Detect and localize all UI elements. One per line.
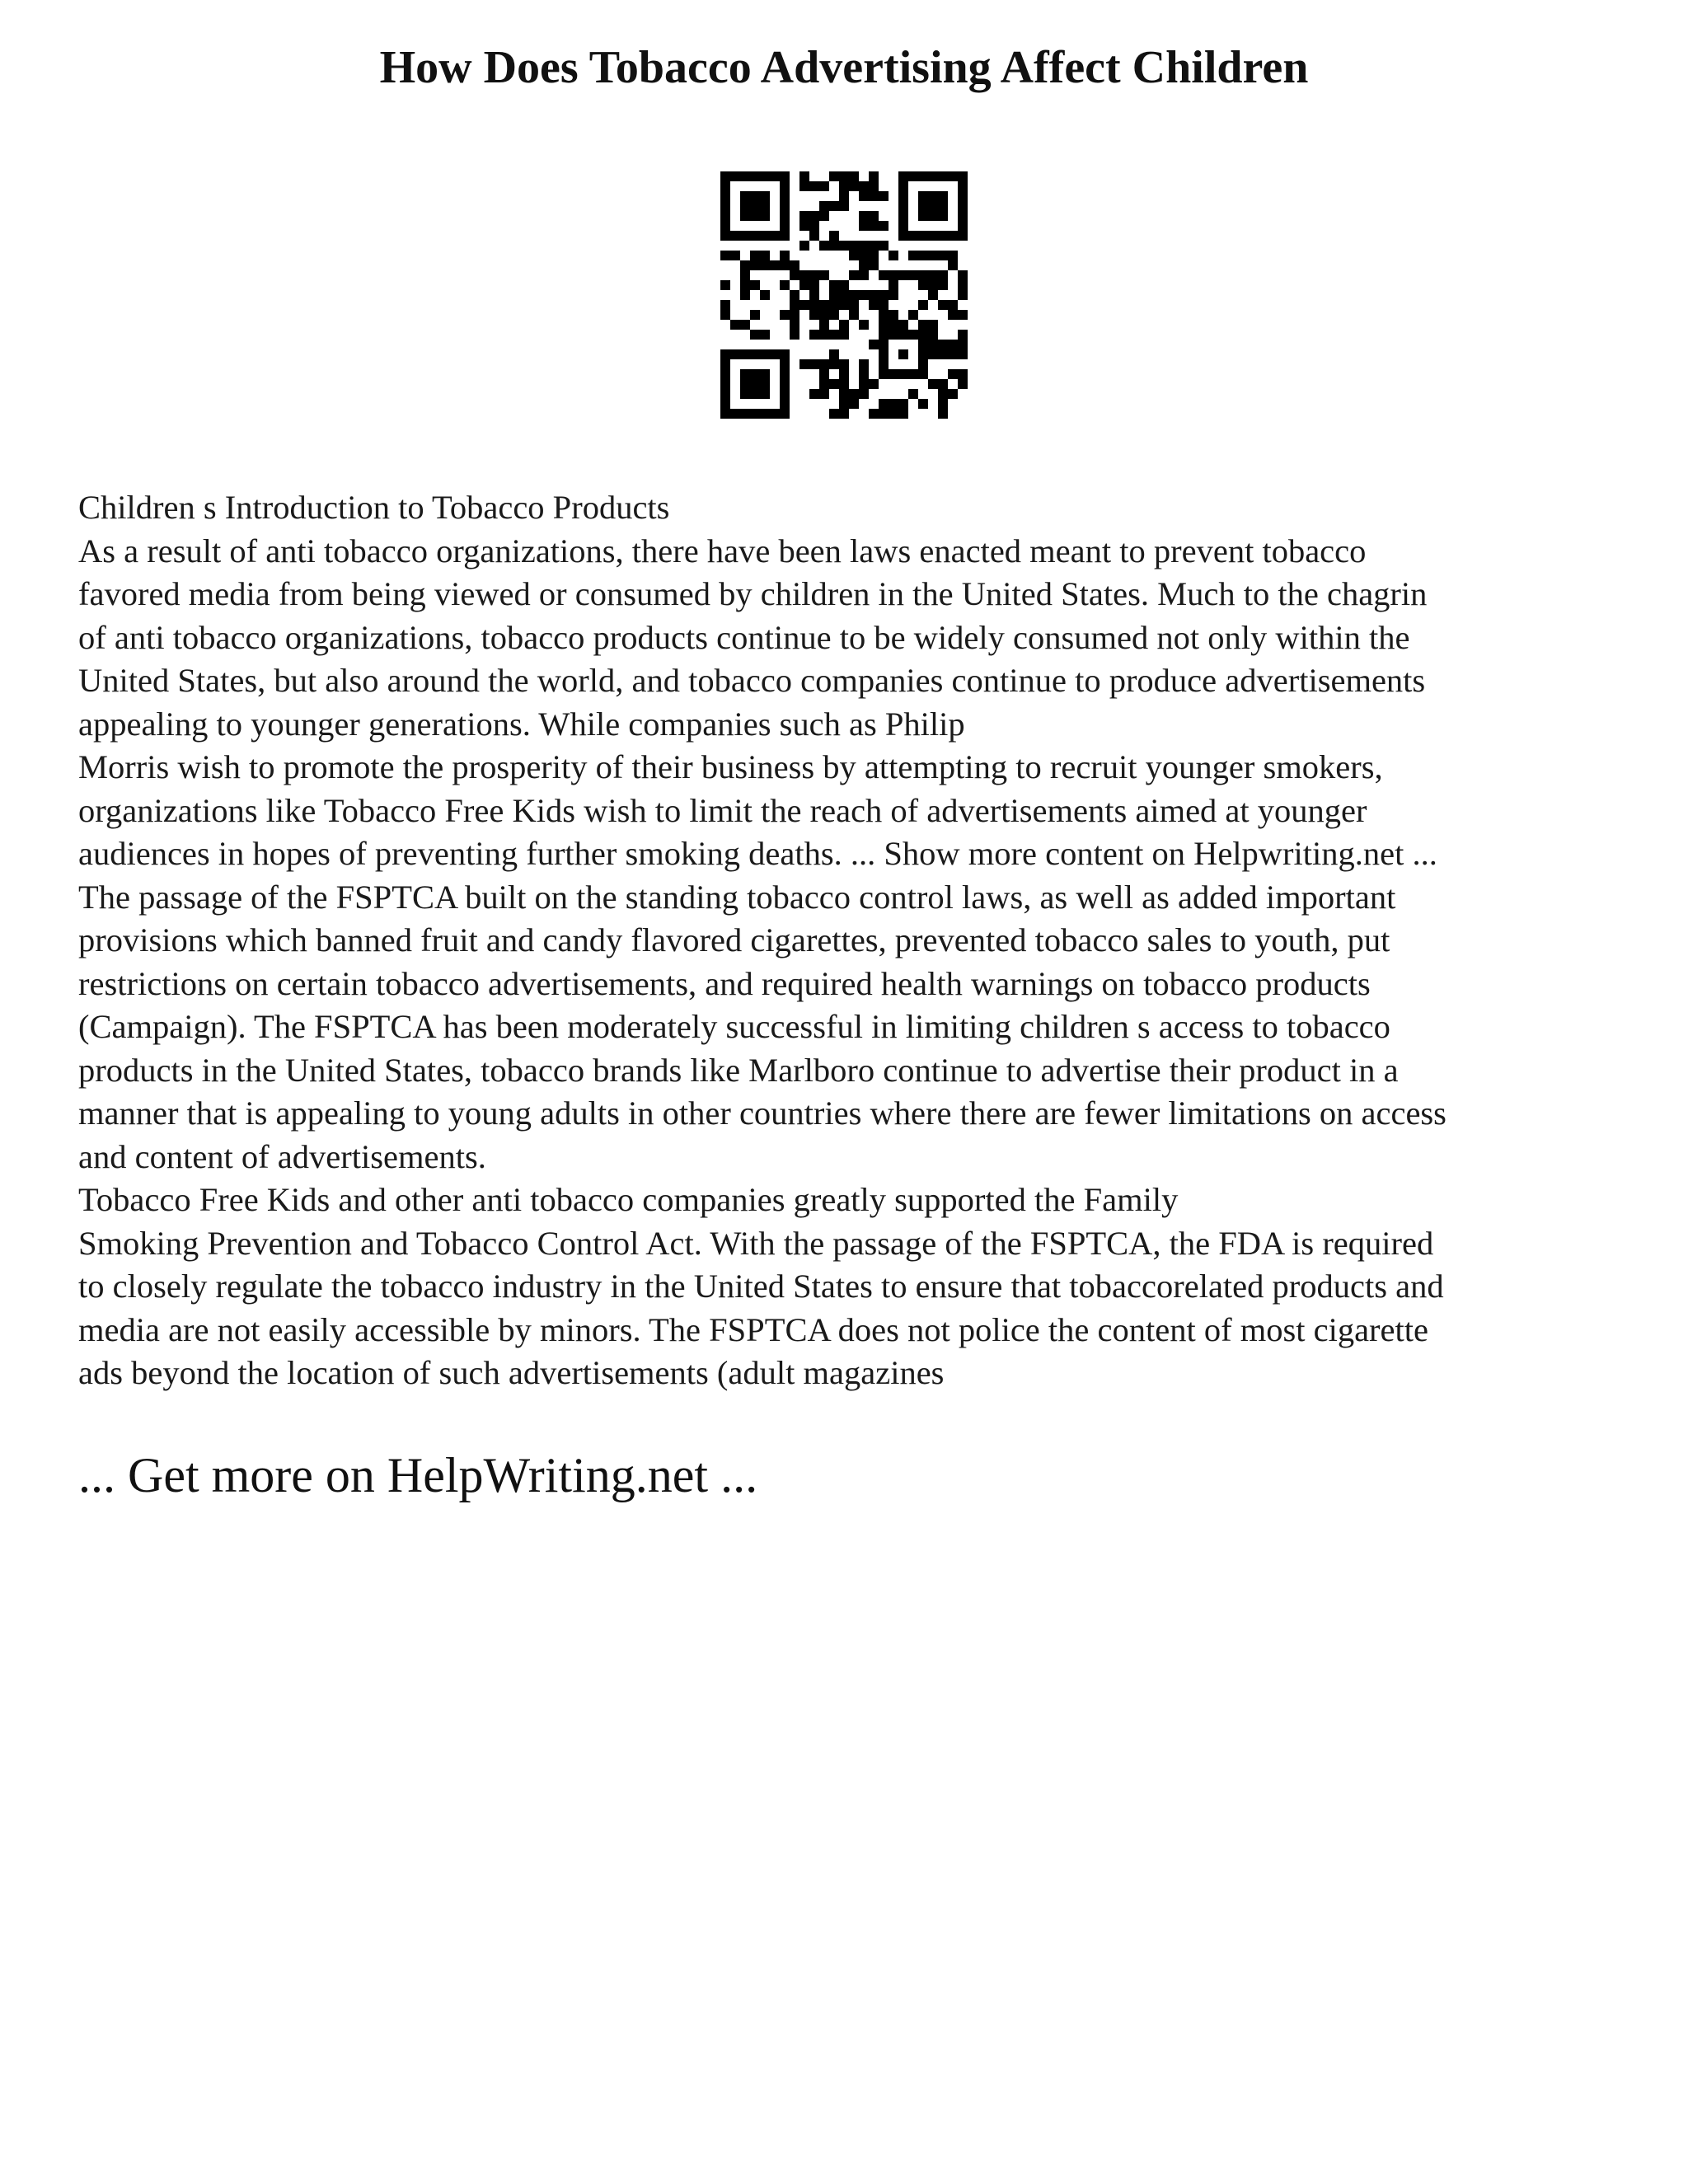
body-line: to closely regulate the tobacco industry in the United States to ensure that tobaccorelated products and <box>78 1268 1444 1305</box>
article-body <box>78 486 1644 1395</box>
page-title: How Does Tobacco Advertising Affect Children <box>379 42 1309 93</box>
body-line: products in the United States, tobacco brands like Marlboro continue to advertise their product in a <box>78 1051 1399 1089</box>
body-line: As a result of anti tobacco organizations, there have been laws enacted meant to prevent tobacco <box>78 532 1367 569</box>
body-line: provisions which banned fruit and candy flavored cigarettes, prevented tobacco sales to youth, put <box>78 921 1390 958</box>
body-line: Tobacco Free Kids and other anti tobacco companies greatly supported the Family <box>78 1181 1179 1218</box>
body-line: organizations like Tobacco Free Kids wish to limit the reach of advertisements aimed at younger <box>78 791 1367 829</box>
body-line: manner that is appealing to young adults in other countries where there are fewer limitations on access <box>78 1094 1447 1132</box>
qr-code-icon <box>720 171 968 419</box>
body-line: media are not easily accessible by minors. The FSPTCA does not police the content of most cigarette <box>78 1310 1428 1348</box>
body-line: audiences in hopes of preventing further smoking deaths. ... Show more content on Helpwriting.net ... <box>78 835 1437 872</box>
body-line: (Campaign). The FSPTCA has been moderately successful in limiting children s access to tobacco <box>78 1008 1390 1045</box>
body-line: United States, but also around the world, and tobacco companies continue to produce advertisements <box>78 662 1426 699</box>
body-line: The passage of the FSPTCA built on the standing tobacco control laws, as well as added important <box>78 878 1396 916</box>
body-line: Children s Introduction to Tobacco Products <box>78 489 670 526</box>
body-line: favored media from being viewed or consumed by children in the United States. Much to the chagrin <box>78 575 1428 612</box>
body-line: and content of advertisements. <box>78 1137 486 1175</box>
body-line: Smoking Prevention and Tobacco Control Act. With the passage of the FSPTCA, the FDA is required <box>78 1224 1434 1262</box>
get-more-link[interactable]: ... Get more on HelpWriting.net ... <box>78 1448 758 1502</box>
body-line: Morris wish to promote the prosperity of their business by attempting to recruit younger smokers, <box>78 748 1383 785</box>
body-line: restrictions on certain tobacco advertisements, and required health warnings on tobacco products <box>78 964 1371 1002</box>
body-line: of anti tobacco organizations, tobacco products continue to be widely consumed not only within the <box>78 618 1410 656</box>
body-line: appealing to younger generations. While companies such as Philip <box>78 705 965 743</box>
body-line: ads beyond the location of such advertisements (adult magazines <box>78 1354 945 1391</box>
